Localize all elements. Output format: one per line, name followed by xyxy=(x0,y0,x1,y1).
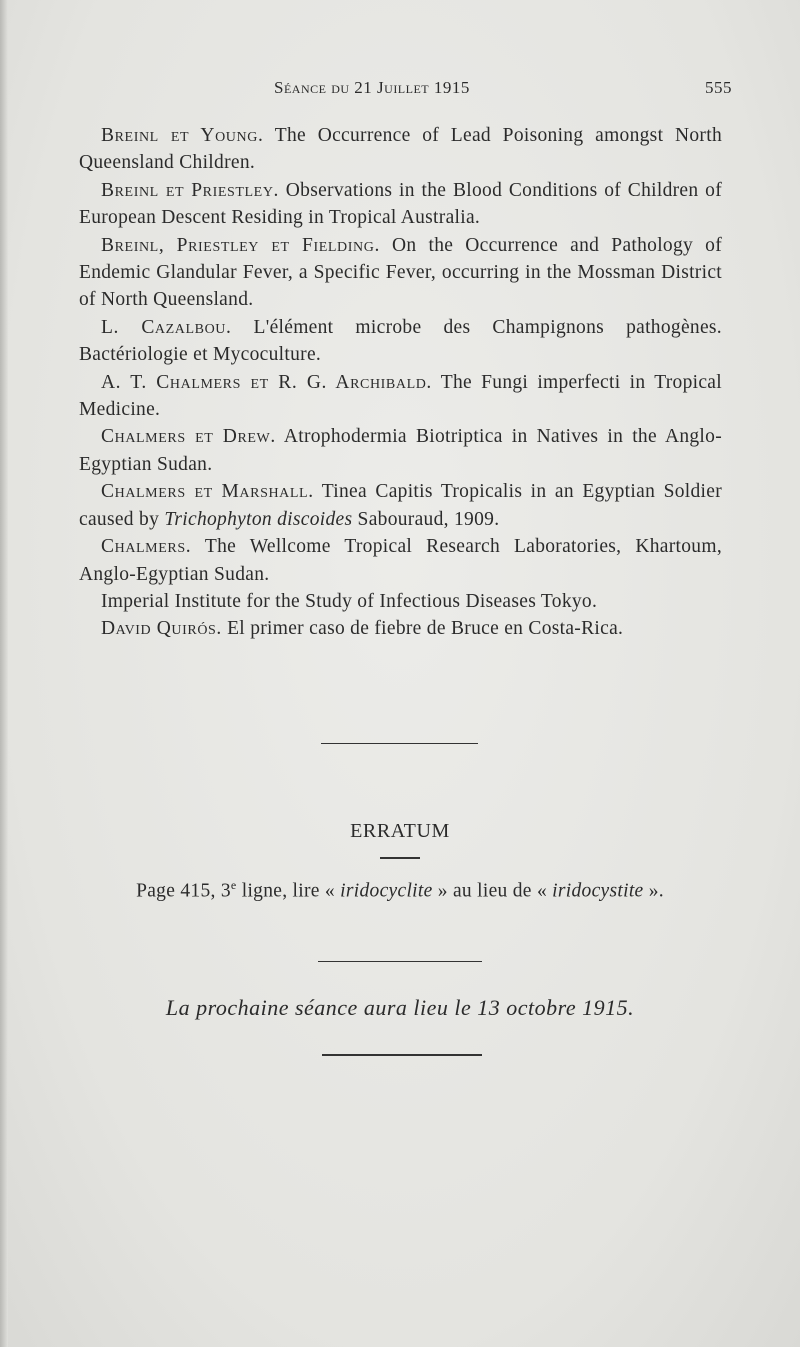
bib-authors: Breinl et Young. xyxy=(101,125,264,146)
bib-title: The Wellcome Tropical Research Laboratories, Khartoum, Anglo-Egyptian Sudan. xyxy=(79,536,722,585)
bib-authors: Chalmers. xyxy=(101,536,192,558)
bib-authors: Chalmers et Marshall. xyxy=(101,481,314,503)
bib-entry xyxy=(79,369,722,424)
erratum-page-ref: Page 415, 3 xyxy=(136,880,231,902)
bib-entry xyxy=(79,232,722,314)
erratum-superscript: e xyxy=(230,878,237,892)
bib-title-end: Sabouraud, 1909. xyxy=(352,508,500,530)
running-title: Séance du 21 Juillet 1915 xyxy=(274,78,470,97)
bib-entry xyxy=(79,478,722,533)
bib-title: Tinea Capitis Tropicalis in an Egyptian Soldier caused by xyxy=(79,481,722,530)
bib-authors: Breinl, Priestley et Fielding. xyxy=(101,234,380,256)
bib-title: El primer caso de fiebre de Bruce en Costa-Rica. xyxy=(221,618,624,640)
page-edge-shadow xyxy=(0,0,8,1347)
erratum-wrong-word: iridocystite xyxy=(552,880,644,902)
bib-title: L'élément microbe des Champignons pathogènes. Bactériologie et Mycoculture. xyxy=(79,316,722,366)
bib-title: On the Occurrence and Pathology of Endemic Glandular Fever, a Specific Fever, occurring in the Mossman District of North Queensland. xyxy=(79,234,722,311)
closing-rule xyxy=(322,1054,482,1056)
bib-title: Atrophodermia Biotriptica in Natives in the Anglo-Egyptian Sudan. xyxy=(79,426,722,475)
bib-title: The Occurrence of Lead Poisoning amongst North Queensland Children. xyxy=(79,125,722,174)
next-meeting-notice: La prochaine séance aura lieu le 13 octobre 1915. xyxy=(165,995,635,1020)
bib-authors: David Quirós. xyxy=(101,618,222,640)
erratum-instruction-2: » au lieu de « xyxy=(432,880,553,902)
bibliography-list xyxy=(79,122,722,643)
bib-entry xyxy=(79,533,722,588)
erratum-correct-word: iridocyclite xyxy=(340,880,433,902)
bib-authors: L. Cazalbou. xyxy=(101,316,232,338)
bib-entry xyxy=(79,177,722,232)
bib-title: The Fungi imperfecti in Tropical Medicine. xyxy=(79,371,722,421)
bib-authors: A. T. Chalmers et R. G. Archibald. xyxy=(101,371,432,393)
section-divider xyxy=(318,961,482,962)
bib-authors: Breinl et Priestley. xyxy=(101,179,280,201)
section-divider xyxy=(321,743,478,744)
bib-title: Observations in the Blood Conditions of Children of European Descent Residing in Tropical Australia. xyxy=(79,179,722,229)
bib-title: Imperial Institute for the Study of Infectious Diseases Tokyo. xyxy=(101,590,598,612)
erratum-end: ». xyxy=(643,880,664,902)
bib-entry xyxy=(79,615,722,642)
erratum-text xyxy=(0,878,800,903)
bib-entry xyxy=(79,314,722,369)
bib-entry xyxy=(79,122,722,177)
erratum-instruction: ligne, lire « xyxy=(236,880,341,902)
page-number: 555 xyxy=(705,78,732,97)
erratum-heading: ERRATUM xyxy=(350,820,450,842)
bib-entry xyxy=(79,423,722,478)
bib-entry xyxy=(79,588,722,615)
running-head xyxy=(0,72,800,102)
bib-title-italic: Trichophyton discoides xyxy=(164,508,353,530)
heading-underline xyxy=(380,857,420,859)
bib-authors: Chalmers et Drew. xyxy=(101,426,276,448)
